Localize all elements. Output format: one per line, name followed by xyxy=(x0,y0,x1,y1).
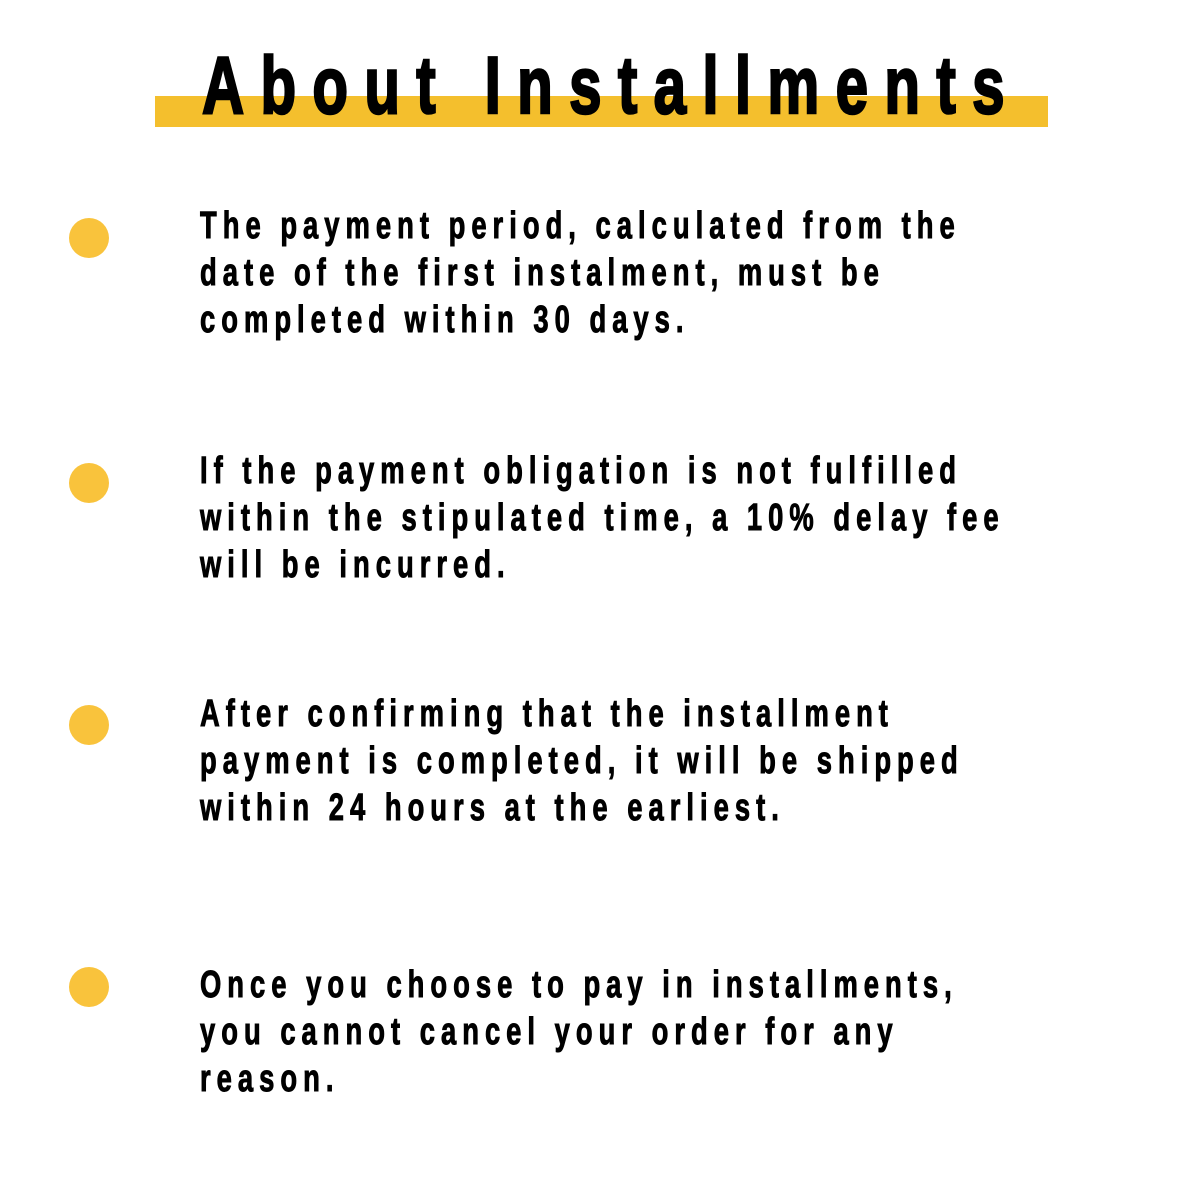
bullet-dot-icon xyxy=(69,705,109,745)
bullet-text-line: payment is completed, it will be shipped xyxy=(200,740,964,782)
bullet-text-line: date of the first instalment, must be xyxy=(200,252,885,294)
bullet-text-line: completed within 30 days. xyxy=(200,299,690,341)
bullet-dot-icon xyxy=(69,463,109,503)
page-title: About Installments xyxy=(202,41,1021,131)
bullet-text xyxy=(200,203,1200,344)
bullet-text-line: If the payment obligation is not fulfilled xyxy=(200,450,963,492)
bullet-text xyxy=(200,962,1200,1103)
bullet-text-line: within 24 hours at the earliest. xyxy=(200,787,785,829)
bullet-text-line: After confirming that the installment xyxy=(200,693,894,735)
bullet-text-line: reason. xyxy=(200,1058,340,1100)
bullet-text-line: Once you choose to pay in installments, xyxy=(200,964,958,1006)
bullet-text xyxy=(200,448,1200,589)
bullet-dot-icon xyxy=(69,967,109,1007)
bullet-dot-icon xyxy=(69,218,109,258)
bullet-text-line: will be incurred. xyxy=(200,544,511,586)
bullet-text xyxy=(200,691,1200,832)
bullet-text-line: within the stipulated time, a 10% delay fee xyxy=(200,497,1005,539)
bullet-text-line: The payment period, calculated from the xyxy=(200,205,961,247)
bullet-text-line: you cannot cancel your order for any xyxy=(200,1011,899,1053)
